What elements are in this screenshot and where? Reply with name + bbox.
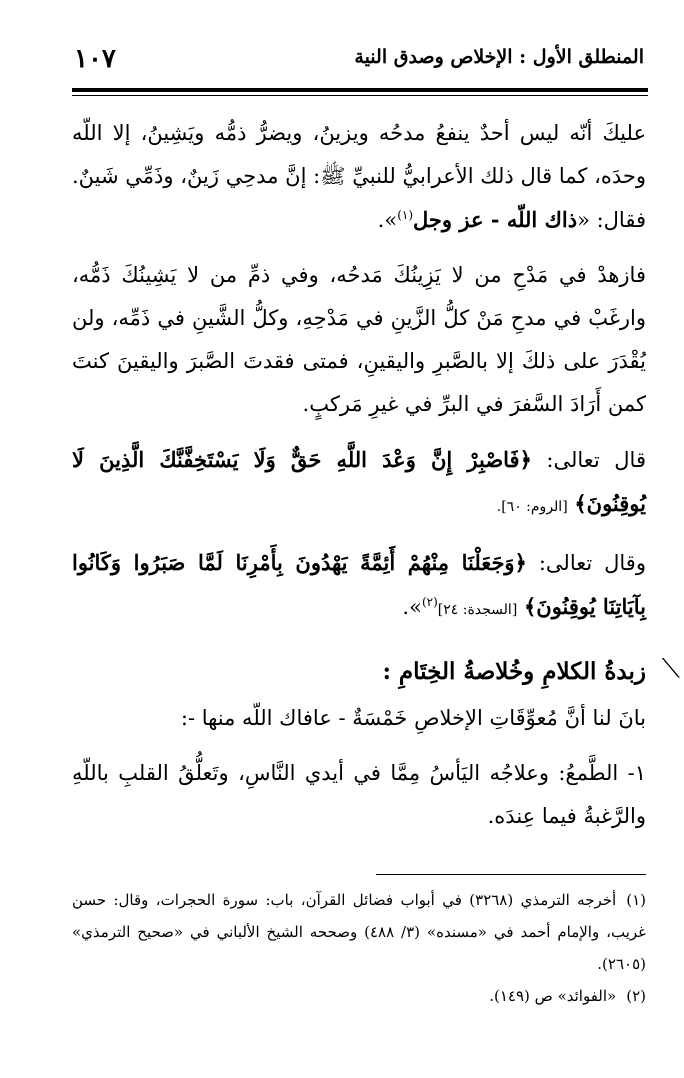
footnote-text: «الفوائد» ص (١٤٩).: [489, 987, 617, 1005]
paragraph-5: بانَ لنا أنَّ مُعوِّقَاتِ الإخلاصِ خَمْسَةٌ - عافاك اللّه منها -:: [180, 706, 646, 730]
paragraph-4: [72, 541, 646, 632]
title-marker-icon: ⟋: [661, 654, 680, 684]
section-title: [72, 650, 680, 693]
verse-intro-1: قال تعالى:: [546, 448, 646, 472]
paragraph-3: [72, 438, 646, 529]
footnotes: [72, 884, 646, 1012]
footnote-text: أخرجه الترمذي (٣٢٦٨) في أبواب فضائل القرآن، باب: سورة الحجرات، وقال: حسن غريب، والإمام أحمد في «مسنده» (٣/ ٤٨٨) وصححه الشيخ الألباني في «صحيح الترمذي» (٢٦٠٥).: [72, 891, 646, 973]
quote-close-2: ».: [402, 595, 422, 619]
section-title-text: زبدةُ الكلامِ وخُلاصةُ الخِتَامِ :: [382, 658, 646, 685]
quote-close: ».: [377, 208, 398, 232]
quran-verse-1: ﴿فَاصْبِرْ إِنَّ وَعْدَ اللَّهِ حَقٌّ وَلَا يَسْتَخِفَّنَّكَ الَّذِينَ لَا يُوقِنُونَ﴾: [72, 447, 646, 516]
paragraph-1: [72, 112, 646, 242]
header-rule-thin: [72, 95, 648, 96]
verse-reference-1: [الروم: ٦٠].: [496, 499, 568, 515]
footnote-number: (١): [626, 891, 646, 909]
page-number: ١٠٧: [74, 44, 116, 74]
paragraph-2: فازهدْ في مَدْحِ من لا يَزِينُكَ مَدحُه، وفي ذمِّ من لا يَشِينُكَ ذَمُّه، وارغَبْ في مدحِ مَنْ كلُّ الزَّينِ في مَدْحِهِ، وكلُّ الشَّينِ في ذَمِّه، ولن يُقْدَرَ على ذلكَ إلا بالصَّبرِ واليقينِ، فمتى فقدتَ الصَّبرَ واليقينَ كنتَ كمن أَرَادَ السَّفرَ في البرِّ في غيرِ مَركبٍ.: [72, 263, 646, 416]
verse-reference-2: [السجدة: ٢٤]: [437, 602, 518, 618]
footnote: [72, 884, 646, 980]
header-rule-thick: [72, 88, 648, 92]
footnote-ref-2: (٢): [421, 595, 438, 609]
footnote-ref-1: (١): [397, 208, 414, 222]
paragraph-1-text: عليكَ أنّه ليس أحدٌ ينفعُ مدحُه ويزينُ، ويضرُّ ذمُّه ويَشِينُ، إلا اللّه وحدَه، كما قال ذلك الأعرابيُّ للنبيِّ ﷺ: إنَّ مدحِي زَينٌ، وذَمِّي شَينٌ. فقال: «: [72, 121, 646, 232]
verse-intro-2: وقال تعالى:: [538, 551, 646, 575]
footnote-number: (٢): [626, 987, 646, 1005]
paragraph-6: ١- الطَّمعُ: وعلاجُه اليَأسُ مِمَّا في أيدي النَّاسِ، وتَعلُّقُ القلبِ باللّهِ والرَّغبةُ فيما عِندَه.: [72, 761, 646, 828]
footnote-rule: [376, 874, 646, 875]
footnote: [72, 980, 646, 1012]
main-text: [72, 112, 680, 844]
page-header: [74, 40, 644, 80]
quran-verse-2: ﴿وَجَعَلْنَا مِنْهُمْ أَئِمَّةً يَهْدُونَ بِأَمْرِنَا لَمَّا صَبَرُوا وَكَانُوا بِآيَاتِنَا يُوقِنُونَ﴾: [72, 550, 646, 619]
running-head: المنطلق الأول : الإخلاص وصدق النية: [354, 46, 644, 68]
hadith-quote: ذاك اللّه - عز وجل: [413, 207, 578, 232]
